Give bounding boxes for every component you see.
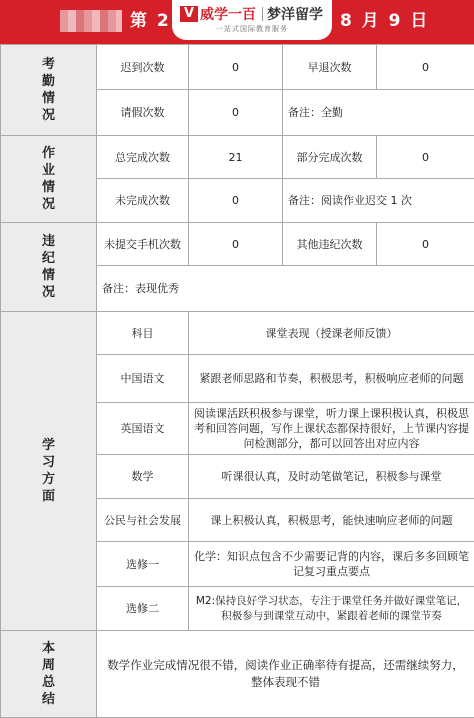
leave-label: 请假次数 xyxy=(97,90,189,136)
early-leave-value: 0 xyxy=(377,45,474,90)
discipline-section-label: 违 纪 情 况 xyxy=(1,223,97,312)
other-violations-value: 0 xyxy=(377,223,474,266)
subject-name: 数学 xyxy=(97,455,189,499)
weekly-report-table xyxy=(0,44,474,718)
logo-mark-icon: V xyxy=(180,6,198,22)
incomplete-label: 未完成次数 xyxy=(97,179,189,223)
subject-feedback: M2:保持良好学习状态，专注于课堂任务并做好课堂笔记，积极参与到课堂互动中，紧跟着老师的课堂节奏 xyxy=(189,587,474,631)
feedback-column-header: 课堂表现（授课老师反馈） xyxy=(189,312,474,355)
subject-name: 英国语文 xyxy=(97,403,189,455)
early-leave-label: 早退次数 xyxy=(283,45,377,90)
brand-logo xyxy=(172,0,332,40)
subject-name: 选修二 xyxy=(97,587,189,631)
discipline-row-1 xyxy=(1,223,474,266)
attendance-row-1 xyxy=(1,45,474,90)
leave-value: 0 xyxy=(189,90,283,136)
subject-feedback: 化学：知识点包含不少需要记背的内容，课后多多回顾笔记复习重点要点 xyxy=(189,542,474,587)
subject-feedback: 紧跟老师思路和节奏，积极思考，积极响应老师的问题 xyxy=(189,355,474,403)
partial-completed-value: 0 xyxy=(377,136,474,179)
summary-section-label: 本 周 总 结 xyxy=(1,631,97,718)
subject-name: 中国语文 xyxy=(97,355,189,403)
phone-not-submitted-value: 0 xyxy=(189,223,283,266)
late-label: 迟到次数 xyxy=(97,45,189,90)
subject-feedback: 课上积极认真，积极思考，能快速响应老师的问题 xyxy=(189,499,474,542)
homework-note: 备注：阅读作业迟交 1 次 xyxy=(283,179,474,223)
homework-row-1 xyxy=(1,136,474,179)
attendance-section-label: 考 勤 情 况 xyxy=(1,45,97,136)
summary-text: 数学作业完成情况很不错，阅读作业正确率待有提高，还需继续努力，整体表现不错 xyxy=(97,631,474,718)
discipline-note: 备注：表现优秀 xyxy=(97,266,474,312)
homework-section-label: 作 业 情 况 xyxy=(1,136,97,223)
late-value: 0 xyxy=(189,45,283,90)
other-violations-label: 其他违纪次数 xyxy=(283,223,377,266)
subject-name: 选修一 xyxy=(97,542,189,587)
partial-completed-label: 部分完成次数 xyxy=(283,136,377,179)
phone-not-submitted-label: 未提交手机次数 xyxy=(97,223,189,266)
blurred-name xyxy=(60,10,122,32)
report-header xyxy=(0,0,474,44)
attendance-note: 备注：全勤 xyxy=(283,90,474,136)
logo-divider xyxy=(262,7,263,21)
header-date-text: 8 月 9 日 xyxy=(340,6,429,31)
incomplete-value: 0 xyxy=(189,179,283,223)
study-header-row xyxy=(1,312,474,355)
logo-tagline: 一站式国际教育服务 xyxy=(172,24,332,34)
study-section-label: 学 习 方 面 xyxy=(1,312,97,631)
summary-row xyxy=(1,631,474,718)
subject-feedback: 听课很认真，及时动笔做笔记，积极参与课堂 xyxy=(189,455,474,499)
subject-name: 公民与社会发展 xyxy=(97,499,189,542)
subject-feedback: 阅读课活跃积极参与课堂，听力课上课积极认真，积极思考和回答问题，写作上课状态都保持很好，上节课内容提问检测部分，都可以回答出对应内容 xyxy=(189,403,474,455)
header-week-text: 第 2 xyxy=(130,6,171,31)
logo-brand-primary: 威学一百 xyxy=(200,4,256,24)
total-completed-value: 21 xyxy=(189,136,283,179)
subject-column-header: 科目 xyxy=(97,312,189,355)
total-completed-label: 总完成次数 xyxy=(97,136,189,179)
logo-brand-secondary: 梦洋留学 xyxy=(267,4,323,24)
